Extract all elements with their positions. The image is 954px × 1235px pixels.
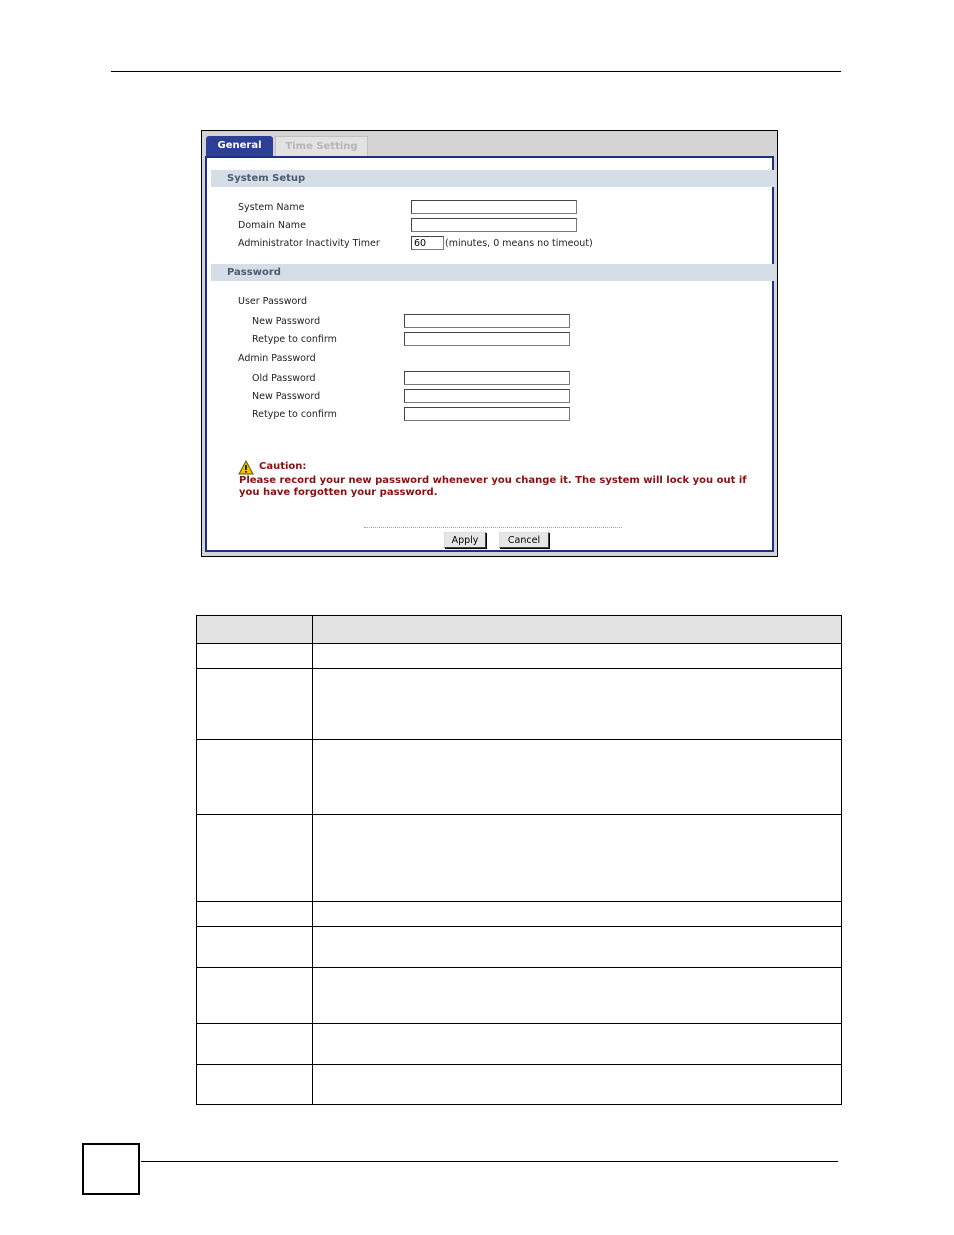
button-divider [364,527,622,528]
table-cell [313,815,842,902]
user-retype-input[interactable] [404,332,570,346]
table-cell [197,740,313,815]
table-cell [313,968,842,1024]
admin-old-password-label: Old Password [252,373,316,384]
admin-old-password-input[interactable] [404,371,570,385]
table-header-row [197,616,842,644]
system-name-input[interactable] [411,200,577,214]
warning-icon [238,460,254,475]
table-row [197,644,842,669]
footer-rule [141,1161,838,1162]
inactivity-timer-input[interactable] [411,236,444,250]
table-cell [197,644,313,669]
admin-password-label: Admin Password [238,353,316,364]
table-cell [313,644,842,669]
page-number-box [82,1143,140,1195]
table-cell [313,902,842,927]
user-new-password-input[interactable] [404,314,570,328]
user-password-label: User Password [238,296,308,307]
cancel-button[interactable]: Cancel [499,532,549,548]
table-row [197,815,842,902]
inactivity-timer-hint: (minutes, 0 means no timeout) [445,238,593,249]
table-row [197,1024,842,1065]
admin-new-password-input[interactable] [404,389,570,403]
table-row [197,669,842,740]
table-cell [313,927,842,968]
table-cell [197,902,313,927]
table-cell [313,740,842,815]
table-row [197,740,842,815]
table-row [197,968,842,1024]
caution-title: Caution: [259,461,307,472]
table-row [197,927,842,968]
user-new-password-label: New Password [252,316,321,327]
settings-panel [205,156,774,552]
caution-text: Please record your new password whenever you change it. The system will lock you out if you have forgotten your password. [239,475,747,498]
password-header: Password [211,264,776,281]
table-cell [313,1065,842,1105]
table-cell [197,669,313,740]
table-cell [313,669,842,740]
inactivity-timer-label: Administrator Inactivity Timer [238,238,380,249]
table-row [197,902,842,927]
general-settings-screenshot [201,130,778,557]
domain-name-label: Domain Name [238,220,306,231]
table-header-cell [197,616,313,644]
apply-button[interactable]: Apply [444,532,486,548]
admin-retype-input[interactable] [404,407,570,421]
header-rule [111,71,841,72]
table-cell [313,1024,842,1065]
table-cell [197,927,313,968]
field-description-table [196,615,842,1105]
domain-name-input[interactable] [411,218,577,232]
table-cell [197,1024,313,1065]
admin-new-password-label: New Password [252,391,321,402]
user-retype-label: Retype to confirm [252,334,337,345]
system-setup-header: System Setup [211,170,776,187]
tab-general[interactable]: General [206,136,273,156]
table-cell [197,815,313,902]
system-name-label: System Name [238,202,305,213]
table-header-cell [313,616,842,644]
table-cell [197,1065,313,1105]
tab-time-setting[interactable]: Time Setting [275,136,368,156]
admin-retype-label: Retype to confirm [252,409,337,420]
table-row [197,1065,842,1105]
table-cell [197,968,313,1024]
